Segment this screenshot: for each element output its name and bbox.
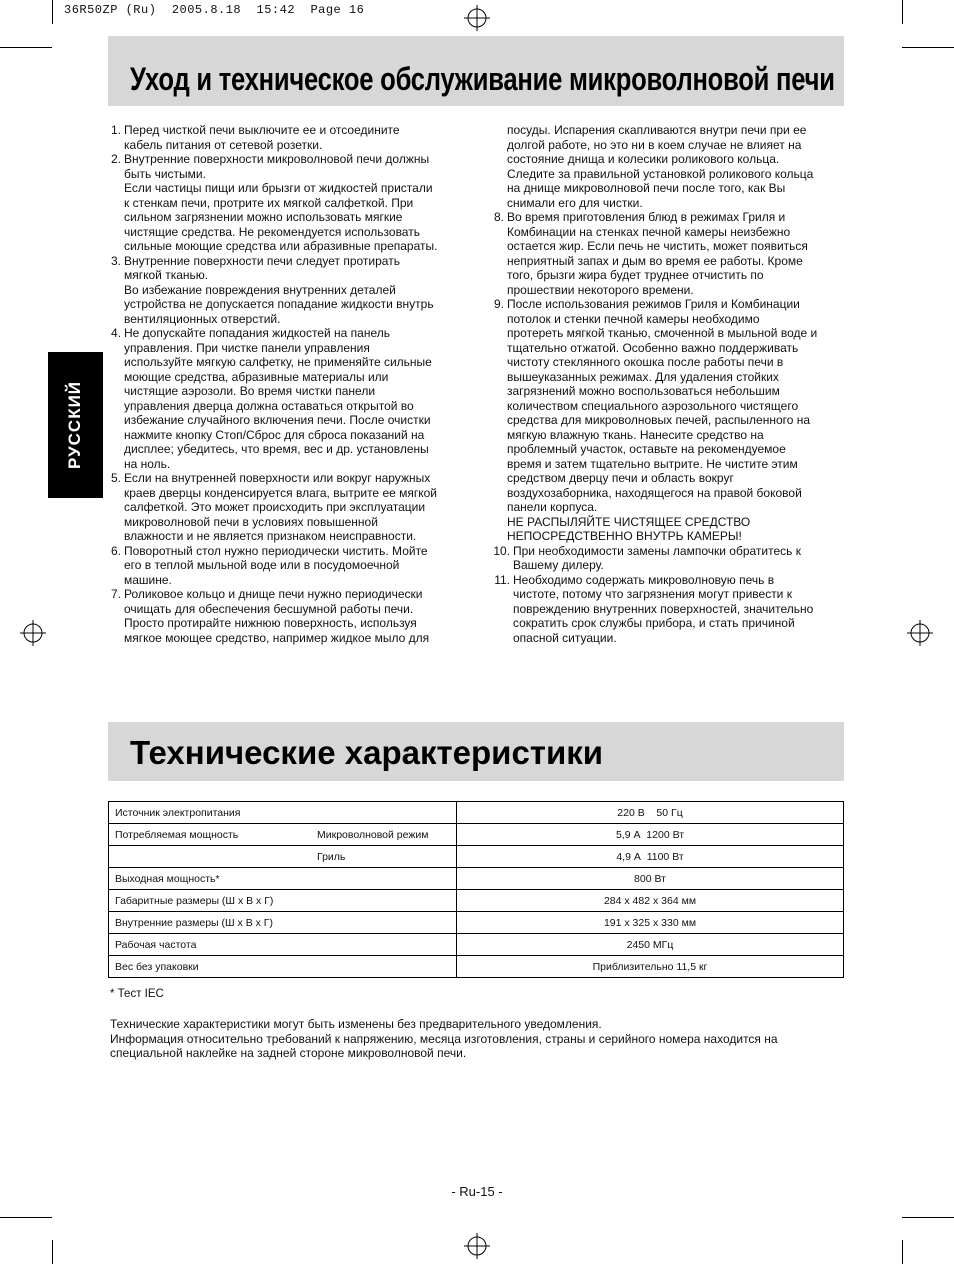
- list-item-line: Следите за правильной установкой роликового кольца: [507, 166, 814, 181]
- list-item-line: Необходимо содержать микроволновую печь в: [513, 572, 775, 587]
- list-item-line: мягкой тканью.: [124, 268, 209, 282]
- list-item-line: используйте мягкую салфетку, не применяйте сильные: [124, 355, 432, 369]
- spec-label: Потребляемая мощность: [115, 828, 239, 841]
- spec-label: Источник электропитания: [115, 806, 241, 819]
- list-item-line: долгой работе, но это ни в коем случае не влияет на: [507, 137, 802, 152]
- spec-label-cell: [109, 802, 457, 824]
- list-item-line: Комбинации на стенках печной камеры неизбежно: [507, 224, 791, 239]
- registration-mark-icon: [907, 620, 933, 646]
- list-item-line: вентиляционных отверстий.: [124, 311, 281, 326]
- table-row: [109, 824, 844, 846]
- list-item: [107, 123, 463, 152]
- list-item-line: сильные моющие средства или абразивные препараты.: [124, 239, 438, 253]
- list-item-line: количеством специального аэрозольного чистящего: [507, 398, 799, 413]
- list-item-line: мягкую влажную ткань. Нанесите средство на: [507, 427, 764, 442]
- spec-value: Приблизительно 11,5 кг: [457, 956, 844, 978]
- list-item-number: 5.: [110, 471, 121, 485]
- list-item-line: загрязнений можно воспользоваться небольшим: [507, 384, 780, 398]
- list-item-line: на днище микроволновой печи после того, как Вы: [507, 181, 786, 195]
- list-item: [107, 587, 463, 645]
- note-line: Технические характеристики могут быть изменены без предварительного уведомления.: [110, 1017, 602, 1031]
- spec-value: 191 x 325 x 330 мм: [457, 912, 844, 934]
- list-item-line: протереть мягкой тканью, смоченной в мыльной воде и: [507, 326, 818, 340]
- list-item-line: сократить срок службы прибора, и стать причиной: [513, 616, 795, 630]
- list-item-line: Если на внутренней поверхности или вокруг наружных: [124, 471, 431, 485]
- crop-mark: [52, 0, 53, 24]
- list-item-line: панели корпуса.: [507, 500, 598, 514]
- list-item-line: проблемный участок, оставьте на рекомендуемое: [507, 442, 786, 456]
- specs-title-band: [108, 722, 844, 781]
- spec-value: 220 В 50 Гц: [457, 802, 844, 824]
- list-item-line: После использования режимов Гриля и Комбинации: [507, 297, 800, 311]
- list-item-line: нажмите кнопку Стоп/Сброс для сброса показаний на: [124, 427, 425, 442]
- list-item-line: к стенкам печи, протрите их мягкой салфеткой. При: [124, 195, 414, 210]
- list-item-line: чистящие средства. Не рекомендуется использовать: [124, 224, 420, 239]
- registration-mark-icon: [20, 620, 46, 646]
- specs-title: Технические характеристики: [130, 734, 604, 771]
- list-item: [107, 544, 463, 588]
- spec-value: 284 x 482 x 364 мм: [457, 890, 844, 912]
- care-column-left: [107, 123, 463, 645]
- crop-mark: [0, 47, 52, 48]
- list-item-line: мягкое моющее средство, например жидкое мыло для: [124, 630, 430, 645]
- list-item: [107, 152, 463, 254]
- list-item-line: опасной ситуации.: [513, 630, 617, 645]
- spec-label-cell: [109, 824, 457, 846]
- list-item-number: 11.: [494, 572, 510, 587]
- list-item: [107, 254, 463, 327]
- list-item-continued: [490, 123, 844, 210]
- list-item-line: Во время приготовления блюд в режимах Гриля и: [507, 210, 786, 224]
- list-item-number: 3.: [110, 253, 121, 268]
- table-row: [109, 890, 844, 912]
- care-column-right: [490, 123, 844, 645]
- list-item-number: 10.: [493, 543, 510, 558]
- list-item: [490, 573, 844, 646]
- care-title-band: [108, 36, 844, 106]
- language-tab: [48, 352, 103, 498]
- list-item-line: Поворотный стол нужно периодически чистить. Мойте: [124, 543, 428, 558]
- list-item-number: 1.: [110, 123, 121, 137]
- list-item-number: 7.: [110, 587, 121, 601]
- specs-notes: [110, 1017, 850, 1061]
- spec-label-cell: [109, 934, 457, 956]
- list-item-line: дисплее; убедитесь, что время, вес и др. установлены: [124, 442, 429, 456]
- list-item-line: моющие средства, абразивные материалы или: [124, 369, 389, 384]
- spec-label-cell: [109, 890, 457, 912]
- spec-sublabel: Гриль: [317, 850, 346, 863]
- list-item-line: потолок и стенки печной камеры необходимо: [507, 311, 760, 326]
- table-row: [109, 802, 844, 824]
- list-item-line: вышеуказанных режимах. Для удаления стойких: [507, 369, 779, 384]
- list-item-line: Перед чисткой печи выключите ее и отсоедините: [124, 123, 400, 137]
- list-item-line: Если частицы пищи или брызги от жидкостей пристали: [124, 181, 433, 195]
- spec-label-cell: [109, 912, 457, 934]
- language-tab-label: РУССКИЙ: [65, 380, 85, 470]
- list-item-line: НЕПОСРЕДСТВЕННО ВНУТРЬ КАМЕРЫ!: [507, 529, 742, 543]
- list-item-line: При необходимости замены лампочки обратитесь к: [513, 543, 801, 558]
- specs-footnote: * Тест IEC: [110, 988, 164, 1000]
- list-item: [490, 210, 844, 297]
- list-item-line: устройства не допускается попадание жидкости внутрь: [124, 297, 434, 311]
- list-item: [490, 297, 844, 544]
- list-item-line: Вашему дилеру.: [513, 558, 604, 572]
- list-item-line: НЕ РАСПЫЛЯЙТЕ ЧИСТЯЩЕЕ СРЕДСТВО: [507, 514, 751, 529]
- spec-label: Внутренние размеры (Ш x В x Г): [115, 916, 273, 929]
- crop-mark: [902, 0, 903, 24]
- list-item-line: неприятный запах и дым во время ее работы. Кроме: [507, 253, 803, 268]
- table-row: [109, 956, 844, 978]
- spec-value: 2450 МГц: [457, 934, 844, 956]
- registration-mark-icon: [464, 1233, 490, 1259]
- list-item-number: 9.: [493, 297, 504, 311]
- list-item-line: Роликовое кольцо и днище печи нужно периодически: [124, 587, 423, 601]
- list-item: [490, 544, 844, 573]
- list-item-line: того, брызги жира будет труднее отчистить по: [507, 268, 764, 282]
- crop-mark: [902, 1240, 903, 1264]
- list-item-line: время и затем тщательно вытрите. Не чистите этим: [507, 456, 798, 471]
- list-item-line: микроволновой печи в условиях повышенной: [124, 514, 378, 529]
- page-number: - Ru-15 -: [451, 1184, 503, 1199]
- spec-label-cell: [109, 868, 457, 890]
- print-slug: 36R50ZP (Ru) 2005.8.18 15:42 Page 16: [64, 3, 365, 17]
- list-item-line: Внутренние поверхности печи следует протирать: [124, 253, 400, 268]
- table-row: [109, 934, 844, 956]
- specs-table: [108, 801, 844, 978]
- crop-mark: [52, 1240, 53, 1264]
- crop-mark: [902, 1217, 954, 1218]
- list-item-line: кабель питания от сетевой розетки.: [124, 137, 323, 152]
- list-item-number: 8.: [493, 210, 504, 224]
- list-item-line: снимали его для чистки.: [507, 195, 643, 210]
- spec-label-cell: [109, 846, 457, 868]
- list-item-line: машине.: [124, 572, 172, 587]
- note-line: Информация относительно требований к напряжению, месяца изготовления, страны и серийного номера находится на: [110, 1031, 778, 1046]
- list-item-line: Не допускайте попадания жидкостей на панель: [124, 326, 390, 340]
- list-item-line: его в теплой мыльной воде или в посудомоечной: [124, 558, 400, 572]
- list-item-line: состояние днища и колесики роликового кольца.: [507, 152, 780, 166]
- spec-label: Выходная мощность*: [115, 872, 220, 885]
- list-item-line: посуды. Испарения скапливаются внутри печи при ее: [507, 123, 807, 137]
- list-item-line: тщательно отжатой. Особенно важно поддерживать: [507, 340, 799, 355]
- list-item-line: чистящие аэрозоли. Во время чистки панели: [124, 384, 376, 398]
- list-item-line: салфеткой. Это может происходить при эксплуатации: [124, 500, 426, 514]
- list-item: [107, 326, 463, 471]
- list-item-line: чистоту стеклянного окошка после работы печи в: [507, 355, 784, 369]
- list-item-line: чистоте, потому что загрязнения могут привести к: [513, 587, 792, 601]
- list-item-line: быть чистыми.: [124, 166, 206, 181]
- table-row: [109, 846, 844, 868]
- spec-value: 800 Вт: [457, 868, 844, 890]
- list-item-line: избежание случайного включения печи. После очистки: [124, 413, 431, 427]
- spec-label: Вес без упаковки: [115, 960, 199, 973]
- crop-mark: [0, 1217, 52, 1218]
- list-item-line: сильном загрязнении можно использовать мягкие: [124, 210, 403, 224]
- spec-label: Рабочая частота: [115, 938, 197, 951]
- list-item-line: остается жир. Если печь не чистить, может появиться: [507, 239, 808, 253]
- list-item-line: на ноль.: [124, 456, 171, 471]
- table-row: [109, 868, 844, 890]
- spec-label: Габаритные размеры (Ш x В x Г): [115, 894, 274, 907]
- table-row: [109, 912, 844, 934]
- list-item-number: 2.: [110, 152, 121, 166]
- note-line: специальной наклейке на задней стороне микроволновой печи.: [110, 1046, 467, 1060]
- list-item-line: очищать для обеспечения бесшумной работы печи.: [124, 601, 414, 616]
- list-item-line: влажности и не является признаком неисправности.: [124, 529, 417, 543]
- list-item-line: управления дверца должна оставаться открытой во: [124, 398, 414, 413]
- list-item-line: Во избежание повреждения внутренних деталей: [124, 282, 396, 297]
- list-item: [107, 471, 463, 544]
- spec-label-cell: [109, 956, 457, 978]
- list-item-line: прошествии некоторого времени.: [507, 282, 694, 297]
- registration-mark-icon: [464, 5, 490, 31]
- list-item-line: Просто протирайте нижнюю поверхность, используя: [124, 616, 417, 630]
- list-item-line: Внутренние поверхности микроволновой печи должны: [124, 152, 430, 166]
- list-item-line: краев дверцы конденсируется влага, вытрите ее мягкой: [124, 485, 438, 500]
- spec-sublabel: Микроволновой режим: [317, 828, 429, 841]
- list-item-number: 4.: [110, 326, 121, 340]
- spec-value: 5,9 А 1200 Вт: [457, 824, 844, 846]
- spec-value: 4,9 А 1100 Вт: [457, 846, 844, 868]
- list-item-line: повреждению внутренних поверхностей, значительно: [513, 601, 814, 616]
- care-title: Уход и техническое обслуживание микроволновой печи: [130, 61, 835, 97]
- list-item-number: 6.: [110, 543, 121, 558]
- list-item-line: управления. При чистке панели управления: [124, 340, 370, 355]
- list-item-line: воздухозаборника, находящегося на правой боковой: [507, 485, 802, 500]
- list-item-line: средства для микроволновых печей, распыленного на: [507, 413, 811, 427]
- crop-mark: [902, 47, 954, 48]
- list-item-line: средством дверцу печи и область вокруг: [507, 471, 734, 485]
